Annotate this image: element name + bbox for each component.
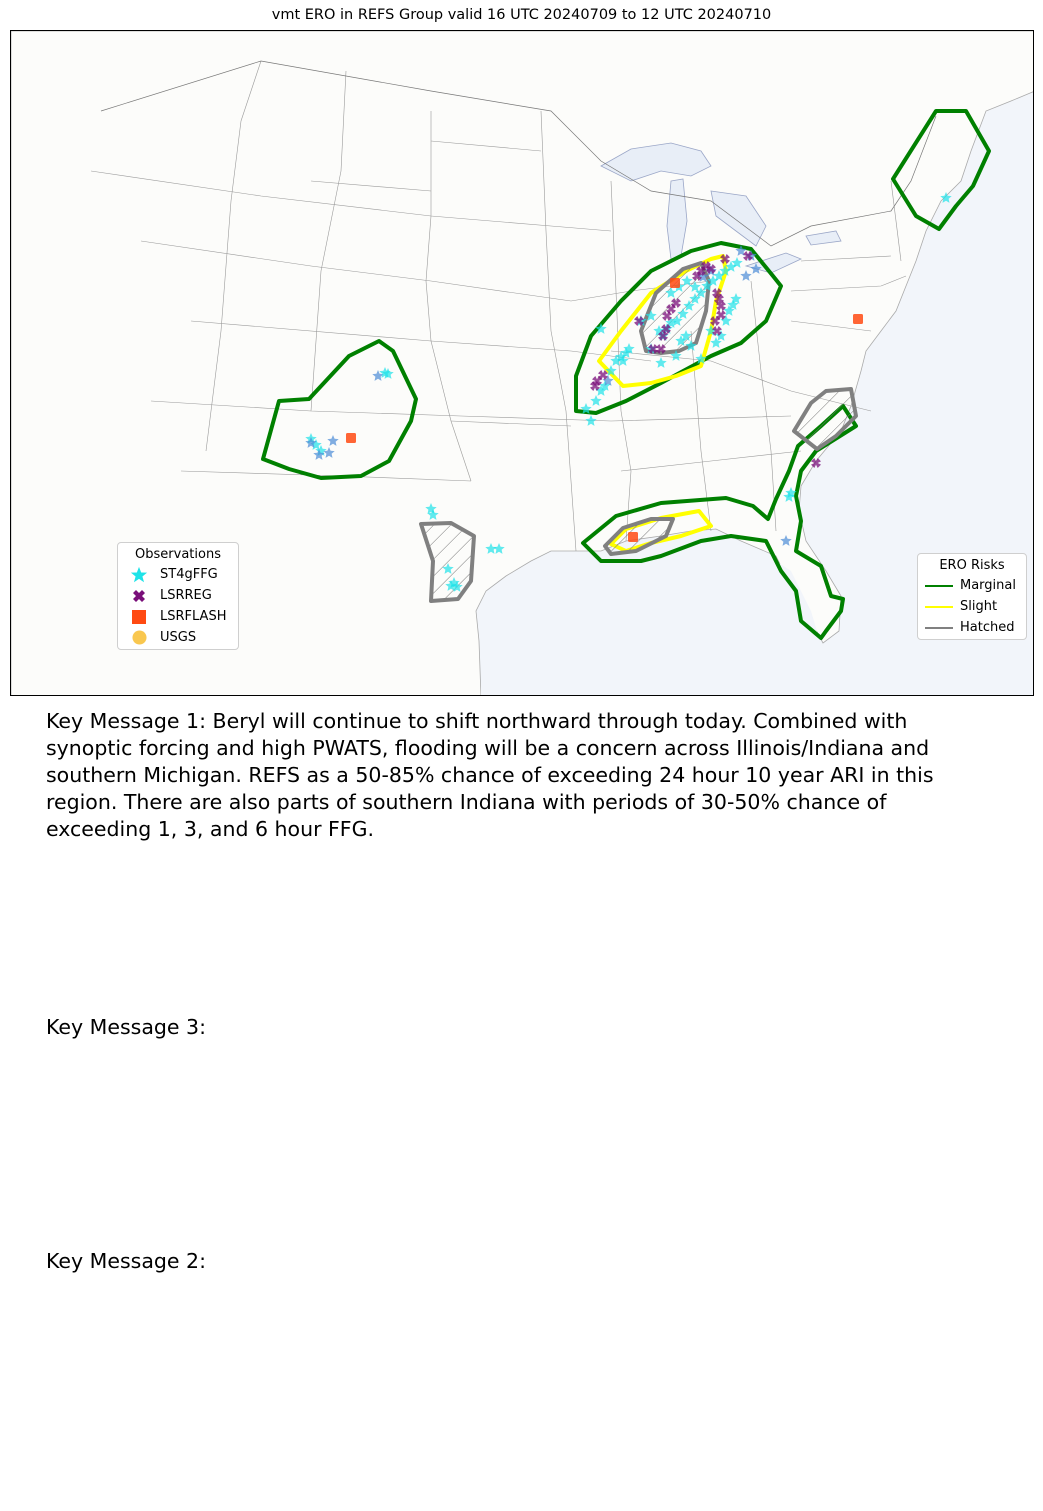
legend-label: Hatched <box>960 620 1015 635</box>
legend-label: USGS <box>160 630 197 645</box>
x-icon <box>124 588 154 604</box>
legend-label: LSRREG <box>160 588 212 603</box>
lsrflash-marker <box>853 314 863 324</box>
lsrflash-marker <box>346 433 356 443</box>
map-title: vmt ERO in REFS Group valid 16 UTC 20240709 to 12 UTC 20240710 <box>271 7 772 23</box>
square-icon <box>124 610 154 624</box>
observations-legend-title: Observations <box>135 547 221 562</box>
legend-item-usgs <box>118 627 238 648</box>
hatched-line-icon <box>925 627 953 629</box>
legend-label: LSRFLASH <box>160 609 227 624</box>
lsrflash-marker <box>670 278 680 288</box>
legend-label: Marginal <box>960 578 1016 593</box>
legend-item-lsrreg <box>118 585 238 606</box>
legend-item-slight <box>918 596 1026 617</box>
ero-legend-title: ERO Risks <box>939 558 1005 573</box>
legend-item-marginal <box>918 575 1026 596</box>
star-icon <box>124 566 154 584</box>
slight-line-icon <box>925 606 953 608</box>
circle-icon <box>124 630 154 645</box>
key-message-3: Key Message 3: <box>46 1015 206 1039</box>
observations-legend <box>117 542 239 650</box>
key-message-2: Key Message 2: <box>46 1249 206 1273</box>
legend-item-hatched <box>918 617 1026 638</box>
legend-label: Slight <box>960 599 998 614</box>
legend-item-st4gffg <box>118 564 238 585</box>
legend-label: ST4gFFG <box>160 567 218 582</box>
key-message-1: Key Message 1: Beryl will continue to shift northward through today. Combined with synoptic forcing and high PWATS, flooding will be a concern across Illinois/Indiana and southern Michigan. REFS as a 50-85% chance of exceeding 24 hour 10 year ARI in this region. There are also parts of southern Indiana with periods of 30-50% chance of exceeding 1, 3, and 6 hour FFG. <box>46 709 934 841</box>
lsrflash-marker <box>628 532 638 542</box>
legend-item-lsrflash <box>118 606 238 627</box>
marginal-line-icon <box>925 585 953 587</box>
ero-risks-legend <box>917 553 1027 640</box>
